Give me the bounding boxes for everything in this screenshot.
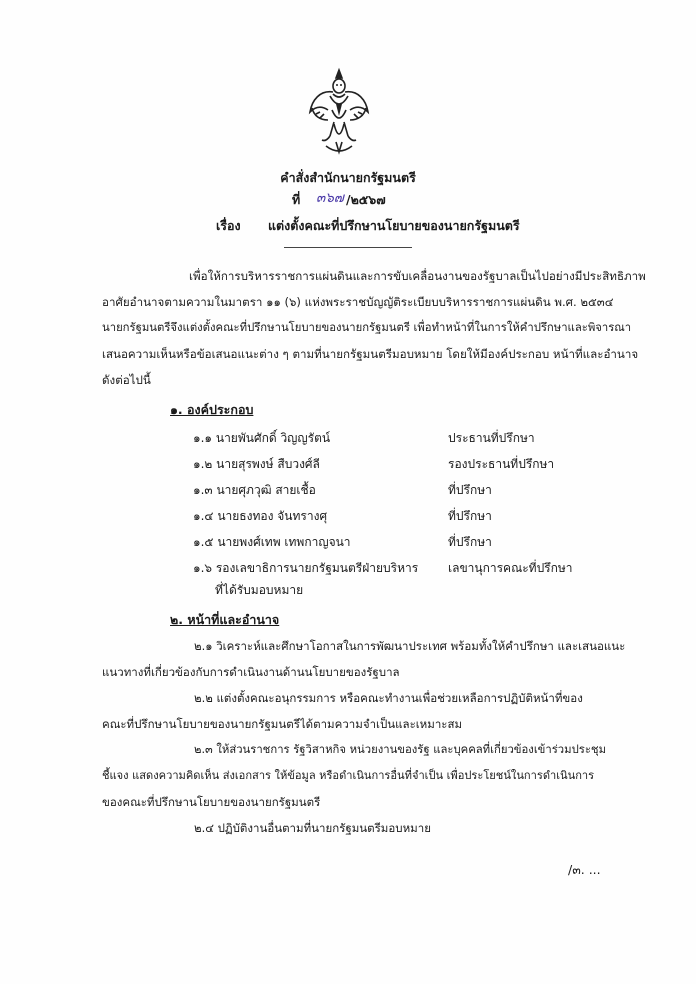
- order-number-handwritten: ๓๖๗: [316, 190, 344, 206]
- member-name: ๑.๒ นายสุรพงษ์ สืบวงศ์ลี: [193, 457, 320, 471]
- intro-line-3: นายกรัฐมนตรีจึงแต่งตั้งคณะที่ปรึกษานโยบายของนายกรัฐมนตรี เพื่อทำหน้าที่ในการให้คำปรึกษาและพิจารณา: [102, 321, 632, 334]
- duty-line: ของคณะที่ปรึกษานโยบายของนายกรัฐมนตรี: [102, 795, 321, 809]
- member-role: ที่ปรึกษา: [448, 535, 492, 549]
- order-number-prefix: ที่: [292, 192, 301, 207]
- member-role: ที่ปรึกษา: [448, 483, 492, 497]
- member-name: ๑.๕ นายพงศ์เทพ เทพกาญจนา: [193, 535, 351, 549]
- intro-line-5: ดังต่อไปนี้: [102, 373, 151, 387]
- member-name: ๑.๔ นายธงทอง จันทรางศุ: [193, 509, 328, 523]
- duty-line: ๒.๓ ให้ส่วนราชการ รัฐวิสาหกิจ หน่วยงานของรัฐ และบุคคลที่เกี่ยวข้องเข้าร่วมประชุม: [194, 743, 607, 756]
- document-title: คำสั่งสำนักนายกรัฐมนตรี: [280, 170, 416, 185]
- member-role: ประธานที่ปรึกษา: [448, 431, 535, 445]
- member-name: ๑.๖ รองเลขาธิการนายกรัฐมนตรีฝ่ายบริหาร: [193, 561, 419, 575]
- order-number-year: /๒๕๖๗: [346, 192, 386, 207]
- member-name: ๑.๓ นายศุภวุฒิ สายเชื้อ: [193, 483, 316, 497]
- duty-line: ชี้แจง แสดงความคิดเห็น ส่งเอกสาร ให้ข้อมูล หรือดำเนินการอื่นที่จำเป็น เพื่อประโยชน์ในการดำเนินการ: [102, 769, 595, 782]
- subject-label: เรื่อง: [216, 218, 241, 233]
- subject-text: แต่งตั้งคณะที่ปรึกษานโยบายของนายกรัฐมนตรี: [268, 218, 520, 233]
- member-name-continued: ที่ได้รับมอบหมาย: [215, 583, 304, 597]
- member-role: ที่ปรึกษา: [448, 509, 492, 523]
- duty-line: ๒.๒ แต่งตั้งคณะอนุกรรมการ หรือคณะทำงานเพื่อช่วยเหลือการปฏิบัติหน้าที่ของ: [194, 691, 583, 705]
- intro-line-1: เพื่อให้การบริหารราชการแผ่นดินและการขับเคลื่อนงานของรัฐบาลเป็นไปอย่างมีประสิทธิภาพ: [189, 269, 646, 283]
- next-page-marker: /๓. ...: [568, 862, 601, 877]
- intro-line-2: อาศัยอำนาจตามความในมาตรา ๑๑ (๖) แห่งพระราชบัญญัติระเบียบบริหารราชการแผ่นดิน พ.ศ. ๒๕๓๔: [102, 295, 614, 309]
- title-divider: [284, 247, 412, 248]
- member-role: เลขานุการคณะที่ปรึกษา: [448, 561, 573, 575]
- duty-line: ๒.๔ ปฏิบัติงานอื่นตามที่นายกรัฐมนตรีมอบหมาย: [194, 821, 431, 835]
- intro-line-4: เสนอความเห็นหรือข้อเสนอแนะต่าง ๆ ตามที่นายกรัฐมนตรีมอบหมาย โดยให้มีองค์ประกอบ หน้าที่และอำนาจ: [102, 347, 639, 361]
- member-role: รองประธานที่ปรึกษา: [448, 457, 555, 471]
- section-1-heading: ๑. องค์ประกอบ: [170, 402, 254, 417]
- duty-line: ๒.๑ วิเคราะห์และศึกษาโอกาสในการพัฒนาประเทศ พร้อมทั้งให้คำปรึกษา และเสนอแนะ: [194, 639, 626, 653]
- section-2-heading: ๒. หน้าที่และอำนาจ: [170, 612, 280, 627]
- duty-line: แนวทางที่เกี่ยวข้องกับการดำเนินงานด้านนโยบายของรัฐบาล: [102, 665, 400, 679]
- garuda-emblem-icon: [306, 66, 372, 158]
- member-name: ๑.๑ นายพันศักดิ์ วิญญรัตน์: [193, 431, 331, 445]
- duty-line: คณะที่ปรึกษานโยบายของนายกรัฐมนตรีได้ตามความจำเป็นและเหมาะสม: [102, 717, 463, 731]
